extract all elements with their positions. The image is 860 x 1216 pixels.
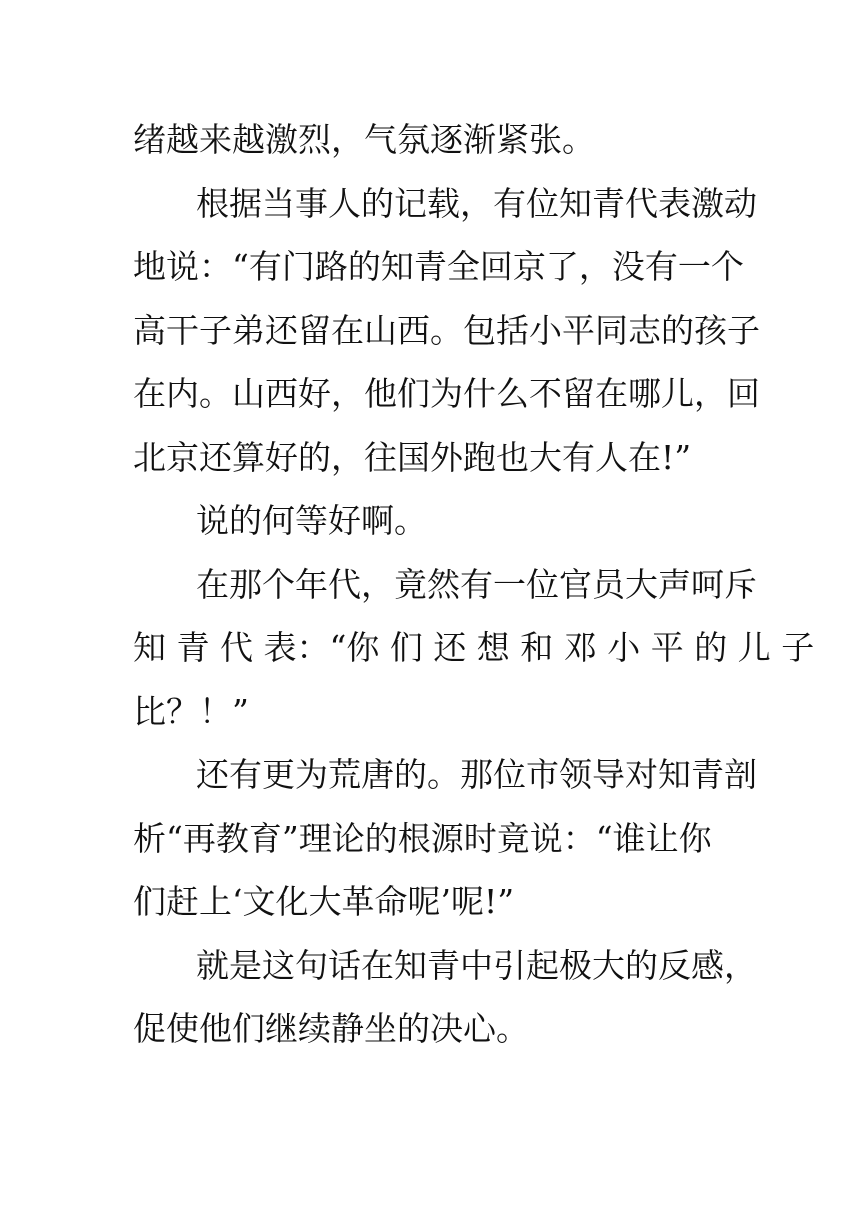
- text-line: 们赶上‘文化大革命呢’呢!”: [133, 882, 515, 921]
- text-line: 析“再教育”理论的根源时竟说：“谁让你: [133, 818, 712, 858]
- text-line: 知 青 代 表：“你 们 还 想 和 邓 小 平 的 儿 子: [133, 628, 815, 667]
- text-line: 高干子弟还留在山西。包括小平同志的孩子: [133, 310, 760, 350]
- text-line: 根据当事人的记载，有位知青代表激动: [196, 183, 757, 223]
- text-line: 北京还算好的，往国外跑也大有人在!”: [133, 437, 692, 477]
- text-line: 比？！”: [133, 691, 249, 731]
- text-line: 地说：“有门路的知青全回京了，没有一个: [133, 247, 744, 286]
- text-line: 在内。山西好，他们为什么不留在哪儿，回: [133, 374, 760, 413]
- text-line: 就是这句话在知青中引起极大的反感，: [196, 945, 757, 985]
- text-line: 说的何等好啊。: [196, 501, 427, 540]
- text-line: 还有更为荒唐的。那位市领导对知青剖: [196, 755, 757, 794]
- text-line: 在那个年代，竟然有一位官员大声呵斥: [196, 564, 757, 604]
- text-line: 绪越来越激烈，气氛逐渐紧张。: [133, 120, 595, 159]
- body-text: [133, 108, 815, 1061]
- text-line: 促使他们继续静坐的决心。: [133, 1009, 529, 1048]
